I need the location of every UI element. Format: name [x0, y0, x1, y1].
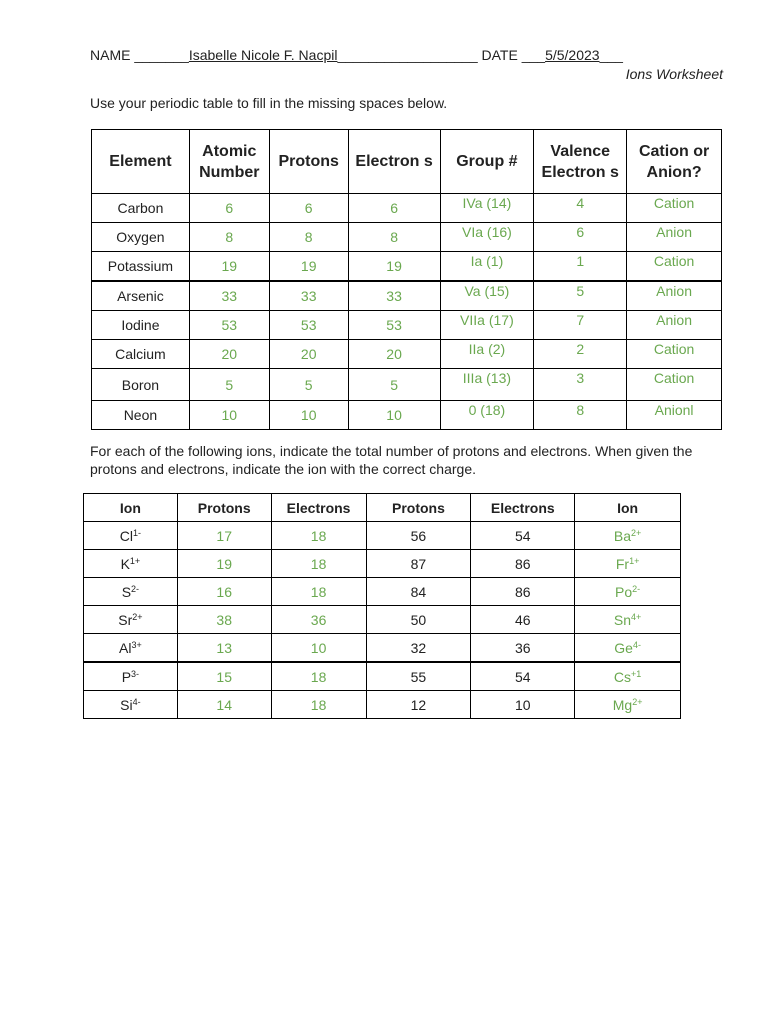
answer-cell: Cation	[627, 369, 722, 401]
table-row	[84, 606, 681, 634]
table-row	[92, 311, 722, 340]
answer-cell: 19	[189, 252, 269, 282]
answer-cell: 8	[534, 401, 627, 430]
answer-cell: 6	[269, 194, 348, 223]
header-electrons: Electrons	[271, 494, 366, 522]
answer-cell: 2	[534, 340, 627, 369]
given-cell: 56	[366, 522, 471, 550]
answer-cell: 53	[189, 311, 269, 340]
answer-cell: IIIa (13)	[440, 369, 534, 401]
answer-cell: 20	[269, 340, 348, 369]
ion-answer-cell: $Cs^{+1}$	[575, 662, 681, 691]
ion-cell: $P^{3-}$	[84, 662, 178, 691]
given-cell: 12	[366, 691, 471, 719]
header-electrons: Electron s	[348, 130, 440, 194]
answer-cell: Anion	[627, 281, 722, 311]
ion-answer-cell: $Sn^{4+}$	[575, 606, 681, 634]
element-cell: Carbon	[92, 194, 190, 223]
given-cell: 54	[471, 522, 575, 550]
answer-cell: 10	[348, 401, 440, 430]
name-label: NAME _______	[90, 47, 189, 63]
instructions-periodic: Use your periodic table to fill in the missing spaces below.	[90, 95, 448, 111]
header-protons-given: Protons	[366, 494, 471, 522]
table-row	[84, 578, 681, 606]
table-row	[92, 369, 722, 401]
header-protons: Protons	[177, 494, 271, 522]
answer-cell: Anion	[627, 223, 722, 252]
given-cell: 10	[471, 691, 575, 719]
worksheet-title: Ions Worksheet	[625, 66, 723, 82]
element-cell: Calcium	[92, 340, 190, 369]
header-cation-anion: Cation or Anion?	[627, 130, 722, 194]
given-cell: 50	[366, 606, 471, 634]
answer-cell: IVa (14)	[440, 194, 534, 223]
header-electrons-given: Electrons	[471, 494, 575, 522]
answer-cell: 6	[534, 223, 627, 252]
answer-cell: 18	[271, 691, 366, 719]
element-cell: Iodine	[92, 311, 190, 340]
answer-cell: 53	[348, 311, 440, 340]
answer-cell: 18	[271, 522, 366, 550]
answer-cell: 5	[269, 369, 348, 401]
answer-cell: Cation	[627, 340, 722, 369]
answer-cell: 17	[177, 522, 271, 550]
answer-cell: 10	[269, 401, 348, 430]
answer-cell: Ia (1)	[440, 252, 534, 282]
header-group: Group #	[440, 130, 534, 194]
answer-cell: 0 (18)	[440, 401, 534, 430]
table-row	[84, 550, 681, 578]
answer-cell: 5	[348, 369, 440, 401]
answer-cell: 18	[271, 578, 366, 606]
answer-cell: 33	[348, 281, 440, 311]
answer-cell: IIa (2)	[440, 340, 534, 369]
answer-cell: 14	[177, 691, 271, 719]
answer-cell: 53	[269, 311, 348, 340]
answer-cell: 18	[271, 662, 366, 691]
header-atomic-number: Atomic Number	[189, 130, 269, 194]
given-cell: 86	[471, 550, 575, 578]
answer-cell: 33	[269, 281, 348, 311]
ion-answer-cell: $Ge^{4-}$	[575, 634, 681, 663]
answer-cell: VIa (16)	[440, 223, 534, 252]
answer-cell: Va (15)	[440, 281, 534, 311]
table-row	[84, 662, 681, 691]
given-cell: 36	[471, 634, 575, 663]
elements-table	[91, 129, 722, 430]
table-row	[92, 194, 722, 223]
answer-cell: 6	[348, 194, 440, 223]
answer-cell: Anion	[627, 311, 722, 340]
answer-cell: 5	[534, 281, 627, 311]
answer-cell: 16	[177, 578, 271, 606]
answer-cell: 8	[269, 223, 348, 252]
ion-cell: $K^{1+}$	[84, 550, 178, 578]
answer-cell: 18	[271, 550, 366, 578]
answer-cell: 5	[189, 369, 269, 401]
given-cell: 55	[366, 662, 471, 691]
table-row	[92, 281, 722, 311]
element-cell: Neon	[92, 401, 190, 430]
answer-cell: VIIa (17)	[440, 311, 534, 340]
elements-header-row	[92, 130, 722, 194]
table-row	[92, 401, 722, 430]
answer-cell: 8	[348, 223, 440, 252]
answer-cell: 19	[348, 252, 440, 282]
answer-cell: Cation	[627, 252, 722, 282]
ions-table	[83, 493, 681, 719]
table-row	[84, 522, 681, 550]
given-cell: 86	[471, 578, 575, 606]
date-value: 5/5/2023	[545, 47, 600, 63]
date-label: __________________ DATE ___	[337, 47, 546, 63]
answer-cell: 33	[189, 281, 269, 311]
header-element: Element	[92, 130, 190, 194]
header-valence: Valence Electron s	[534, 130, 627, 194]
given-cell: 84	[366, 578, 471, 606]
answer-cell: 6	[189, 194, 269, 223]
answer-cell: 19	[269, 252, 348, 282]
student-name: Isabelle Nicole F. Nacpil	[188, 47, 338, 63]
answer-cell: Cation	[627, 194, 722, 223]
answer-cell: 19	[177, 550, 271, 578]
answer-cell: 8	[189, 223, 269, 252]
answer-cell: 10	[271, 634, 366, 663]
answer-cell: Anionl	[627, 401, 722, 430]
answer-cell: 7	[534, 311, 627, 340]
answer-cell: 10	[189, 401, 269, 430]
ion-answer-cell: $Po^{2-}$	[575, 578, 681, 606]
ions-header-row	[84, 494, 681, 522]
answer-cell: 36	[271, 606, 366, 634]
answer-cell: 38	[177, 606, 271, 634]
given-cell: 54	[471, 662, 575, 691]
ion-answer-cell: $Mg^{2+}$	[575, 691, 681, 719]
given-cell: 46	[471, 606, 575, 634]
date-trail: ___	[599, 47, 623, 63]
element-cell: Arsenic	[92, 281, 190, 311]
ion-cell: $Al^{3+}$	[84, 634, 178, 663]
header-ion-answer: Ion	[575, 494, 681, 522]
ion-cell: $Si^{4-}$	[84, 691, 178, 719]
element-cell: Potassium	[92, 252, 190, 282]
table-row	[92, 223, 722, 252]
answer-cell: 1	[534, 252, 627, 282]
table-row	[92, 340, 722, 369]
table-row	[84, 691, 681, 719]
element-cell: Oxygen	[92, 223, 190, 252]
instructions-ions: For each of the following ions, indicate the total number of protons and electrons. When given the protons and electrons, indicate the ion with the correct charge.	[90, 443, 693, 477]
given-cell: 32	[366, 634, 471, 663]
ion-answer-cell: $Fr^{1+}$	[575, 550, 681, 578]
answer-cell: 20	[348, 340, 440, 369]
element-cell: Boron	[92, 369, 190, 401]
ion-cell: $Sr^{2+}$	[84, 606, 178, 634]
answer-cell: 20	[189, 340, 269, 369]
given-cell: 87	[366, 550, 471, 578]
ion-answer-cell: $Ba^{2+}$	[575, 522, 681, 550]
answer-cell: 3	[534, 369, 627, 401]
header-protons: Protons	[269, 130, 348, 194]
table-row	[92, 252, 722, 282]
answer-cell: 13	[177, 634, 271, 663]
ion-cell: $Cl^{1-}$	[84, 522, 178, 550]
name-date-line	[90, 47, 623, 63]
ion-cell: $S^{2-}$	[84, 578, 178, 606]
answer-cell: 4	[534, 194, 627, 223]
answer-cell: 15	[177, 662, 271, 691]
header-ion: Ion	[84, 494, 178, 522]
table-row	[84, 634, 681, 663]
